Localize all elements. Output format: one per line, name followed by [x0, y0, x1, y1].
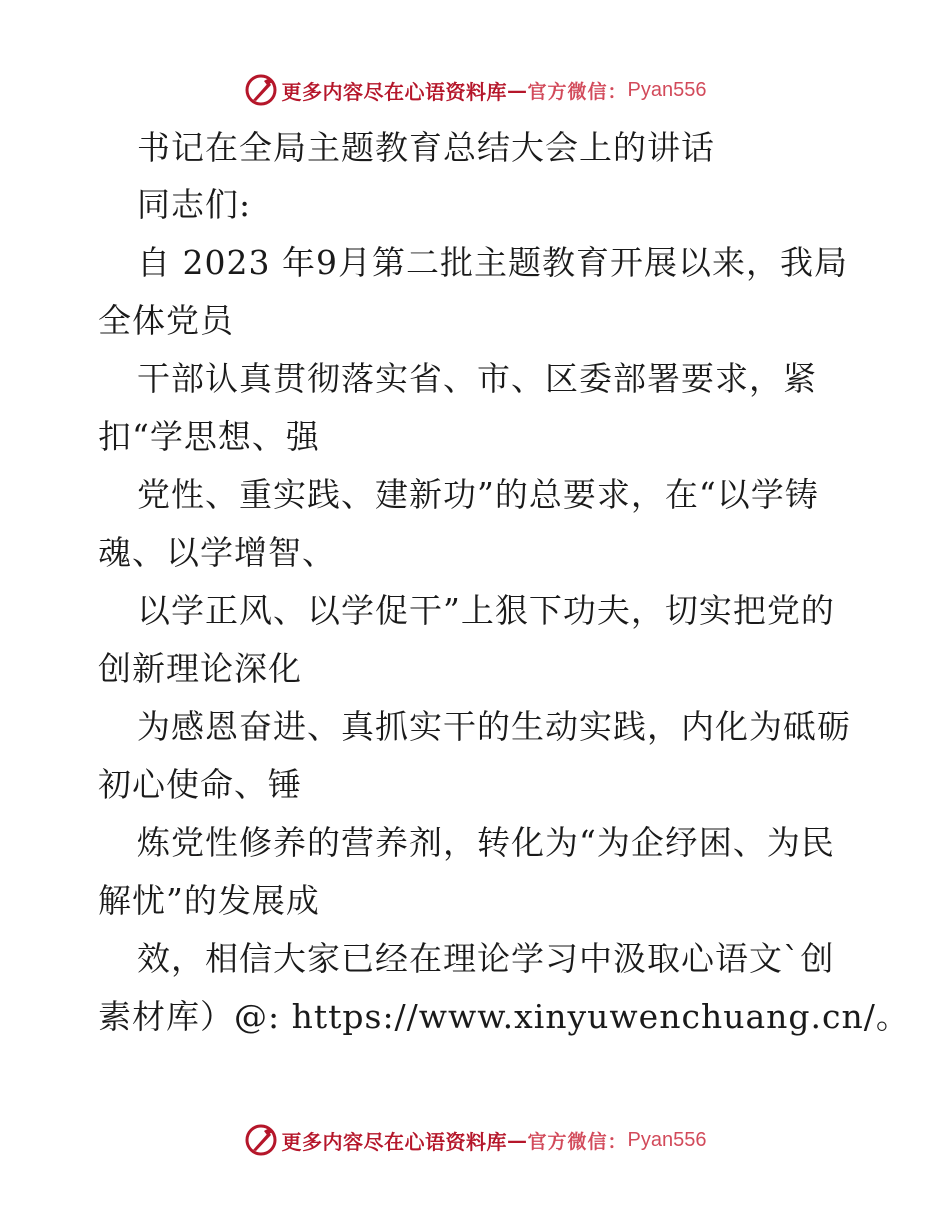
paragraph-line: 党性、重实践、建新功”的总要求，在“以学铸 — [137, 475, 819, 514]
banner-text: 更多内容尽在心语资料库 — [281, 1129, 507, 1154]
paragraph-line: 初心使命、锤 — [98, 765, 302, 804]
paragraph-line: 扣“学思想、强 — [98, 417, 320, 456]
banner-text: 更多内容尽在心语资料库 — [281, 79, 507, 104]
paragraph-line: 全体党员 — [98, 301, 234, 340]
paragraph-line: 以学正风、以学促干”上狠下功夫，切实把党的 — [137, 591, 835, 630]
footer-banner — [0, 1120, 950, 1160]
paragraph-line: 效，相信大家已经在理论学习中汲取心语文`创 — [137, 939, 835, 978]
banner-wechat-account: Pyan556 — [627, 1128, 707, 1151]
paragraph-line: 干部认真贯彻落实省、市、区委部署要求，紧 — [137, 359, 817, 398]
quill-pen-logo-icon — [244, 1123, 278, 1157]
paragraph-line: 解忧”的发展成 — [98, 881, 320, 920]
paragraph-line-url: 素材库）@: https://www.xinyuwenchuang.cn/。 — [98, 997, 910, 1036]
salutation: 同志们: — [137, 185, 252, 224]
document-title: 书记在全局主题教育总结大会上的讲话 — [137, 128, 715, 167]
header-banner — [0, 70, 950, 110]
quill-pen-logo-icon — [244, 73, 278, 107]
banner-wechat-account: Pyan556 — [627, 78, 707, 101]
banner-separator: — — [507, 78, 528, 102]
banner-separator: — — [507, 1128, 528, 1152]
banner-wechat-label: 官方微信： — [527, 1130, 628, 1153]
paragraph-line: 炼党性修养的营养剂，转化为“为企纾困、为民 — [137, 823, 835, 862]
paragraph-line: 为感恩奋进、真抓实干的生动实践，内化为砥砺 — [137, 707, 851, 746]
banner-wechat-label: 官方微信： — [527, 80, 628, 103]
paragraph-line: 自 2023 年9月第二批主题教育开展以来，我局 — [137, 243, 848, 282]
paragraph-line: 创新理论深化 — [98, 649, 302, 688]
paragraph-line: 魂、以学增智、 — [98, 533, 336, 572]
